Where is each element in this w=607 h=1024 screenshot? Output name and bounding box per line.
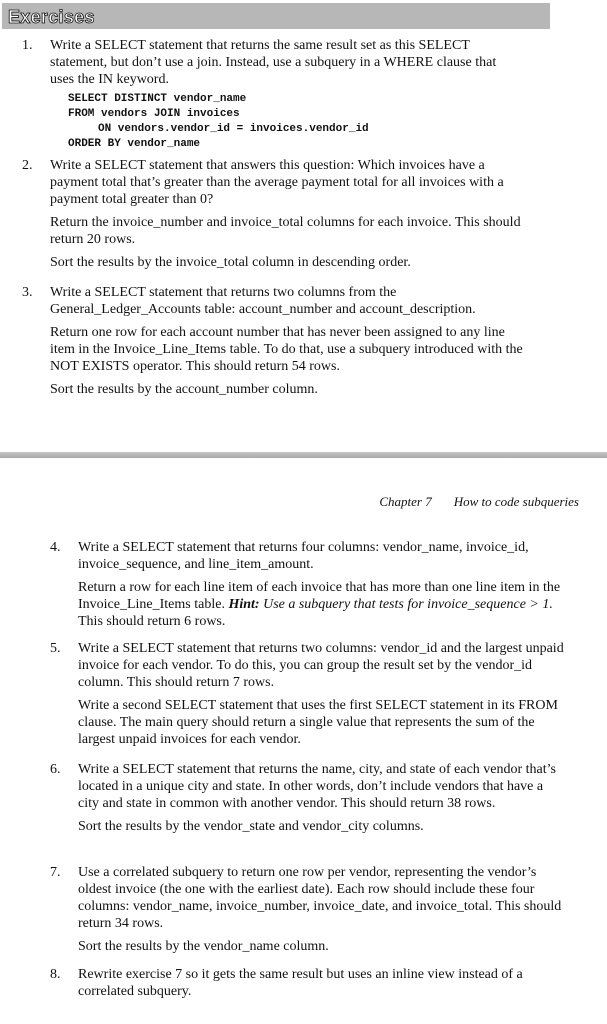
exercise-paragraph: Return the invoice_number and invoice_total columns for each invoice. This should return 20 rows. [50, 215, 521, 247]
exercise-number: 3. [22, 285, 33, 300]
exercise-paragraph: Sort the results by the invoice_total column in descending order. [50, 255, 411, 270]
exercise-text: Use a correlated subquery to return one row per vendor, representing the vendor’s oldest invoice (the one with the earliest date). Each row should include these four columns: vendor_name, invoice_number, invoice_date, and invoice_total. This should return 34 rows. [78, 865, 562, 931]
running-head [379, 494, 579, 510]
page-divider [0, 452, 607, 458]
exercises-title: Exercises [8, 7, 95, 27]
exercise-paragraph: Sort the results by the vendor_name column. [78, 939, 329, 954]
exercise-paragraph: Return one row for each account number that has never been assigned to any line item in the Invoice_Line_Items table. To do that, use a subquery introduced with the NOT EXISTS operator. This should return 54 rows. [50, 325, 523, 374]
exercise-number: 8. [50, 967, 61, 982]
code-line: SELECT DISTINCT vendor_name [68, 93, 247, 105]
exercise-paragraph: Sort the results by the vendor_state and vendor_city columns. [78, 819, 424, 834]
code-line: ORDER BY vendor_name [68, 138, 201, 150]
exercise-text: Write a SELECT statement that returns the same result set as this SELECT statement, but don’t use a join. Instead, use a subquery in a WHERE clause that uses the IN keyword. [50, 38, 497, 87]
exercise-paragraph [78, 579, 564, 630]
exercise-paragraph-text: This should return 6 rows. [78, 614, 226, 629]
chapter-label: Chapter 7 [379, 494, 432, 509]
exercise-number: 6. [50, 762, 61, 777]
exercise-number: 1. [22, 38, 33, 53]
exercise-text: Write a SELECT statement that returns four columns: vendor_name, invoice_id, invoice_sequence, and line_item_amount. [78, 540, 529, 572]
exercise-paragraph-text: Return a row for each line item of each invoice that has more than one line item in the Invoice_Line_Items table. [78, 580, 561, 612]
exercise-number: 5. [50, 641, 61, 656]
hint-label: Hint: [228, 597, 260, 612]
exercise-text: Write a SELECT statement that returns the name, city, and state of each vendor that’s located in a unique city and state. In other words, don’t include vendors that have a city and state in common with another vendor. This should return 38 rows. [78, 762, 557, 811]
exercise-number: 4. [50, 540, 61, 555]
exercise-text: Write a SELECT statement that answers this question: Which invoices have a payment total that’s greater than the average payment total for all invoices with a payment total greater than 0? [50, 158, 504, 207]
sql-code-block [50, 92, 520, 152]
exercise-text: Write a SELECT statement that returns two columns: vendor_id and the largest unpaid invoice for each vendor. To do this, you can group the result set by the vendor_id column. This should return 7 rows. [78, 641, 564, 690]
exercise-number: 2. [22, 158, 33, 173]
exercise-paragraph: Write a second SELECT statement that uses the first SELECT statement in its FROM clause. The main query should return a single value that represents the sum of the largest unpaid invoices for each vendor. [78, 698, 558, 747]
code-line: ON vendors.vendor_id = invoices.vendor_id [98, 123, 369, 135]
hint-text: Use a subquery that tests for invoice_sequence > 1. [263, 597, 553, 612]
exercises-header-bar [2, 3, 550, 29]
chapter-title: How to code subqueries [453, 494, 579, 509]
exercise-text: Write a SELECT statement that returns two columns from the General_Ledger_Accounts table: account_number and account_description. [50, 285, 476, 317]
exercise-text: Rewrite exercise 7 so it gets the same result but uses an inline view instead of a correlated subquery. [78, 967, 523, 999]
code-line: FROM vendors JOIN invoices [68, 108, 240, 120]
exercise-paragraph: Sort the results by the account_number column. [50, 382, 318, 397]
exercise-number: 7. [50, 865, 61, 880]
